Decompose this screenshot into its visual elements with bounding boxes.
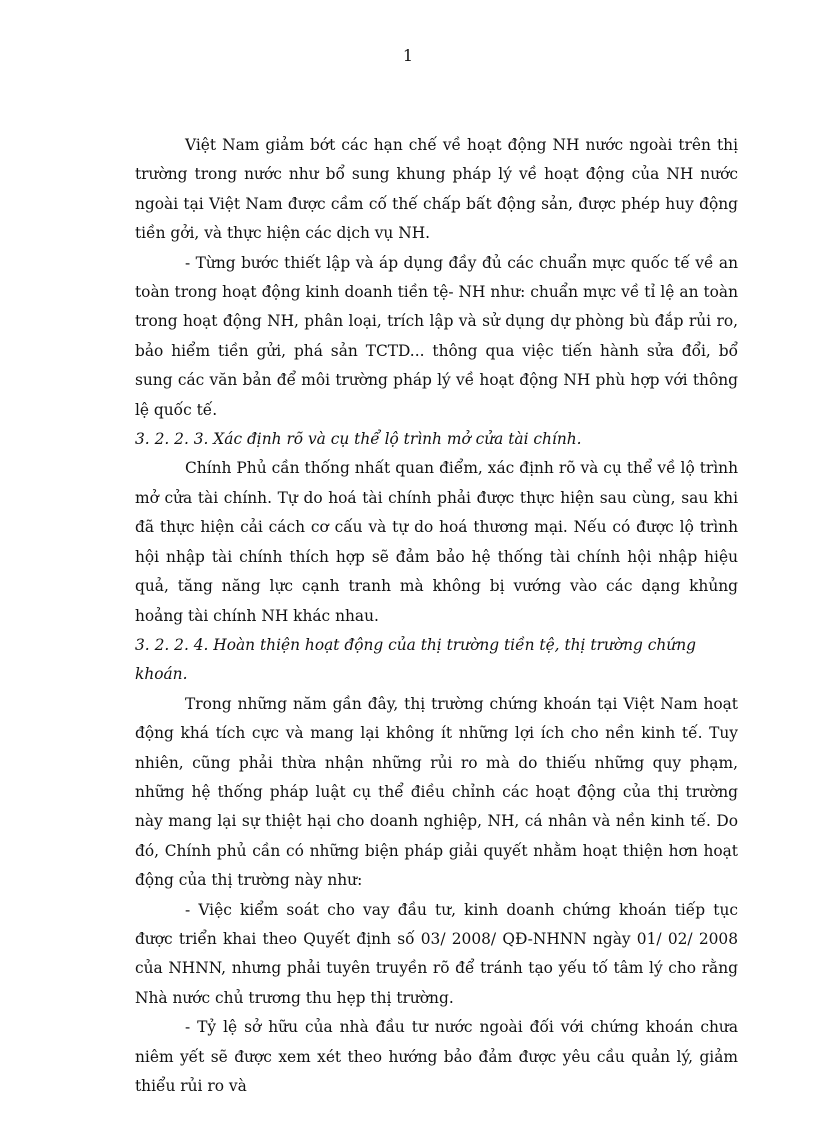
section-heading: 3. 2. 2. 3. Xác định rõ và cụ thể lộ trình mở cửa tài chính. xyxy=(135,430,582,449)
paragraph: Việt Nam giảm bớt các hạn chế về hoạt động NH nước ngoài trên thị trường trong nước như bổ sung khung pháp lý về hoạt động của NH nước ngoài tại Việt Nam được cầm cố thế chấp bất động sản, được phép huy động tiền gởi, và thực hiện các dịch vụ NH. xyxy=(135,136,738,243)
paragraph: Trong những năm gần đây, thị trường chứng khoán tại Việt Nam hoạt động khá tích cực và mang lại không ít những lợi ích cho nền kinh tế. Tuy nhiên, cũng phải thừa nhận những rủi ro mà do thiếu những quy phạm, những hệ thống pháp luật cụ thể điều chỉnh các hoạt động của thị trường này mang lại sự thiệt hại cho doanh nghiệp, NH, cá nhân và nền kinh tế. Do đó, Chính phủ cần có những biện pháp giải quyết nhằm hoạt thiện hơn hoạt động của thị trường này như: xyxy=(135,694,738,890)
paragraph: - Tỷ lệ sở hữu của nhà đầu tư nước ngoài đối với chứng khoán chưa niêm yết sẽ được xem xét theo hướng bảo đảm được yêu cầu quản lý, giảm thiểu rủi ro và xyxy=(135,1018,738,1095)
paragraph: - Việc kiểm soát cho vay đầu tư, kinh doanh chứng khoán tiếp tục được triển khai theo Quyết định số 03/ 2008/ QĐ-NHNN ngày 01/ 02/ 2008 của NHNN, nhưng phải tuyên truyền rõ để tránh tạo yếu tố tâm lý cho rằng Nhà nước chủ trương thu hẹp thị trường. xyxy=(135,900,738,1007)
paragraph: - Từng bước thiết lập và áp dụng đầy đủ các chuẩn mực quốc tế về an toàn trong hoạt động kinh doanh tiền tệ- NH như: chuẩn mực về tỉ lệ an toàn trong hoạt động NH, phân loại, trích lập và sử dụng dự phòng bù đắp rủi ro, bảo hiểm tiền gửi, phá sản TCTD... thông qua việc tiến hành sửa đổi, bổ sung các văn bản để môi trường pháp lý về hoạt động NH phù hợp với thông lệ quốc tế. xyxy=(135,253,738,419)
paragraph: Chính Phủ cần thống nhất quan điểm, xác định rõ và cụ thể về lộ trình mở cửa tài chính. Tự do hoá tài chính phải được thực hiện sau cùng, sau khi đã thực hiện cải cách cơ cấu và tự do hoá thương mại. Nếu có được lộ trình hội nhập tài chính thích hợp sẽ đảm bảo hệ thống tài chính hội nhập hiệu quả, tăng năng lực cạnh tranh mà không bị vướng vào các dạng khủng hoảng tài chính NH khác nhau. xyxy=(135,459,738,625)
section-heading: 3. 2. 2. 4. Hoàn thiện hoạt động của thị trường tiền tệ, thị trường chứng khoán. xyxy=(135,635,696,684)
body-text xyxy=(135,131,738,1101)
page-number: 1 xyxy=(402,46,414,65)
